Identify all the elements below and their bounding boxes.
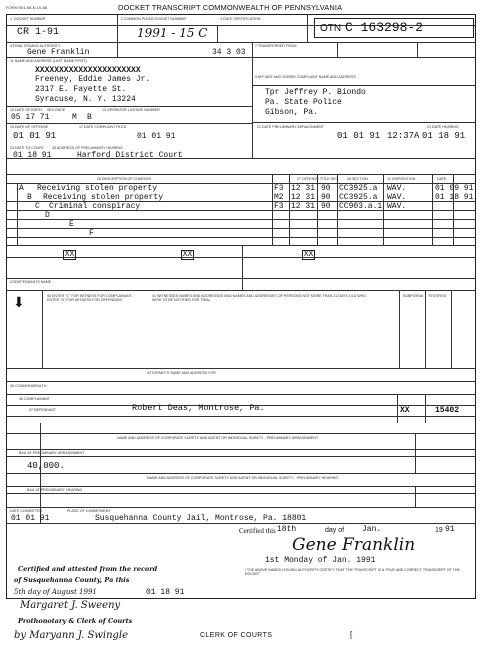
district-code: 34 3 03 xyxy=(212,48,246,57)
charge-grade: F3 xyxy=(274,184,284,193)
certified-label: Certified this xyxy=(239,527,276,535)
stamp-signature-2: by Maryann J. Swingle xyxy=(14,630,129,641)
page-title: DOCKET TRANSCRIPT COMMONWEALTH OF PENNSYLVANIA xyxy=(118,3,343,12)
cert-month: Jan. xyxy=(362,525,382,534)
year-prefix: 19 xyxy=(435,527,443,534)
table-row xyxy=(7,202,475,211)
charge-date: 01 18 91 xyxy=(435,193,474,202)
table-row xyxy=(7,211,475,220)
surety-hearing-label: NAME AND ADDRESS OF CORPORATE SURETY AND AGENT OR INDIVIDUAL SURETY - PRELIMINARY HEARING xyxy=(147,476,339,480)
defendant-race: B xyxy=(87,113,92,122)
stamp-line2: of Susquehanna County, Pa this xyxy=(14,576,130,584)
page-bracket: [ xyxy=(350,630,353,639)
charge-letter: D xyxy=(45,211,50,220)
charge-letter: B xyxy=(27,193,32,202)
cert-year: 91 xyxy=(445,525,455,534)
commitment-date: 01 01 91 xyxy=(11,514,50,523)
affiant-agency: Pa. State Police xyxy=(265,98,342,107)
charge-letter: E xyxy=(69,220,74,229)
charge-date: 01 09 91 xyxy=(435,184,474,193)
charge-desc: Receiving stolen property xyxy=(43,193,164,202)
defendant-city: Syracuse, N. Y. 13224 xyxy=(35,95,136,104)
attorney-code: 15402 xyxy=(435,406,460,415)
transcript-note: I THE ABOVE NAMED ISSUING AUTHORITY CERTIFY THAT THE TRANSCRIPT IS A TRUE AND CORRECT TRANSCRIPT OF THE DOCKET xyxy=(245,568,460,576)
table-row xyxy=(7,184,475,193)
date-committed-label: DATE COMMITTED xyxy=(10,509,43,513)
defendant-sex: M xyxy=(72,113,77,122)
charge-disposition: WAV. xyxy=(387,202,407,211)
clerk-of-courts-label: CLERK OF COURTS xyxy=(200,632,273,639)
stamp-date: 01 18 91 xyxy=(146,588,185,597)
charge-statute: CC3925.a xyxy=(339,184,378,193)
charge-sec: 12 31 xyxy=(291,193,316,202)
complaint-date: 01 01 91 xyxy=(137,132,176,141)
charge-sec: 12 31 xyxy=(291,202,316,211)
attorney-mark: XX xyxy=(400,406,410,415)
stamp-line3: 5th day of August 1991 xyxy=(14,588,97,596)
stamp-signature-1: Margaret J. Sweeny xyxy=(20,600,121,611)
defendant-dob: 05 17 71 xyxy=(11,113,50,122)
charge-disposition: WAV. xyxy=(387,184,407,193)
otn-value: C 163298-2 xyxy=(345,20,424,35)
charge-year: 90 xyxy=(321,193,331,202)
offense-date: 01 01 91 xyxy=(13,131,57,141)
defendant-struck: XXXXXXXXXXXXXXXXXXXXXX xyxy=(35,66,141,75)
stamp-line1: Certified and attested from the record xyxy=(18,565,158,573)
bail-hearing-label: BAIL AT PRELIMINARY HEARING xyxy=(27,488,83,492)
day-of-label: day of xyxy=(325,527,345,534)
clerk-signature: Gene Franklin xyxy=(292,535,416,555)
attorney-name-label: ATTORNEY'S NAME AND ADDRESS FOR xyxy=(147,371,216,375)
checkbox-mark-c[interactable]: XX xyxy=(303,250,314,259)
charge-year: 90 xyxy=(321,184,331,193)
charge-desc: Receiving stolen property xyxy=(37,184,158,193)
place-commitment-label: PLACE OF COMMITMENT xyxy=(67,509,111,513)
codefendants-label: CODEFENDANTS NAME xyxy=(10,280,52,284)
docket-number: 1991 - 15 C xyxy=(137,26,208,40)
prosecutor-name: Gene Franklin xyxy=(27,48,90,57)
witness-names-label: 41 WITNESSES NAMES AND ADDRESSES AND NAMES AND ADDRESSES OF PERSONS NOT MORE THAN 21 DAYS OLD WHO WISH TO BE NOTIFIED FOR TRIAL xyxy=(152,294,367,302)
otn-label: OTN xyxy=(320,23,342,34)
charge-letter: C xyxy=(35,202,40,211)
cr-number: CR 1-91 xyxy=(17,27,60,38)
form-number: FORM 501-68-N 10-88 xyxy=(6,5,47,10)
bail-prelim-label: BAIL AT PRELIMINARY ARRAIGNMENT xyxy=(19,451,85,455)
affiant-name: Tpr Jeffrey P. Biondo xyxy=(265,88,366,97)
commonwealth-label: 45 COMMONWEALTH xyxy=(10,384,47,388)
charge-grade: M2 xyxy=(274,193,284,202)
table-row xyxy=(7,193,475,202)
stamp-line4: Prothonotary & Clerk of Courts xyxy=(18,617,133,625)
complainant-label: 46 COMPLAINANT xyxy=(19,397,50,401)
table-row xyxy=(7,229,475,238)
commitment-place: Susquehanna County Jail, Montrose, Pa. 18801 xyxy=(95,514,307,523)
arraignment-time: 12:37A xyxy=(387,131,420,141)
enter-witness-label: 40 ENTER "C" FOR WITNESS FOR COMPLAINANT. ENTER "D" FOR WITNESS FOR DEFENDANT xyxy=(47,294,133,302)
bail-amount: 40,000. xyxy=(27,461,65,471)
table-row xyxy=(7,220,475,229)
checkbox-mark-b[interactable]: XX xyxy=(182,250,193,259)
charge-desc: Criminal conspiracy xyxy=(49,202,141,211)
defendant-attorney: Robert Deas, Montrose, Pa. xyxy=(132,403,265,413)
defendant-name: Freeney, Eddie James Jr. xyxy=(35,75,151,84)
charge-statute: CC3925.a xyxy=(339,193,378,202)
subpoena-label: SUBPOENA xyxy=(403,294,423,298)
testified-label: TESTIFIED xyxy=(428,294,447,298)
defendant-street: 2317 E. Fayette St. xyxy=(35,85,127,94)
charge-year: 90 xyxy=(321,202,331,211)
charge-sec: 12 31 xyxy=(291,184,316,193)
surety-prelim-label: NAME AND ADDRESS OF CORPORATE SURETY AND AGENT OR INDIVIDUAL SURETY - PRELIMINARY ARRAIGNMENT xyxy=(117,436,319,440)
checkbox-mark-a[interactable]: XX xyxy=(64,250,75,259)
arrow-down-icon: ⬇ xyxy=(13,294,25,310)
affiant-location: Gibson, Pa. xyxy=(265,108,318,117)
cert-day: 18th xyxy=(277,525,297,534)
defendant-label: 47 DEFENDANT xyxy=(29,408,56,412)
charge-disposition: WAV. xyxy=(387,193,407,202)
charge-letter: F xyxy=(89,229,94,238)
hearing-date: 01 18 91 xyxy=(422,131,466,141)
charge-statute: CC903.a.1 xyxy=(339,202,383,211)
arraignment-date: 01 01 91 xyxy=(337,131,381,141)
charge-letter: A xyxy=(19,184,24,193)
session-text: 1st Monday of Jan. 1991 xyxy=(265,556,376,565)
docket-form: 1. DOCKET NUMBER 2 COMMON PLEAS DOCKET NUMBER 3 DATE CERTIFICATION CR 1-91 1991 - 15 C OTN C 163298-2 4 FINAL ISSUING AUTHORITY 7 TRANSFERRED FROM Gene Franklin 34 3 03 11 NAME AND ADDRESS (LAST NAME FIRST) XXXXXXXXXXXXXXXXXXXXXX Freeney, Eddie James Jr. 2317 E. Fayette St. Syracuse, N. Y. 13224 12 DATE OF BIRTH SEX RACE 13 OPERATOR LICENSE NUMBER 05 17 71 M B 9 AFFIANT AND SIGNED COMPLAINT NAME AND ADDRESS Tpr Jeffrey P. Biondo Pa. State Police Gibson, Pa. 15 DATE OF OFFENSE 17 DATE COMPLAINT FILED 21 DATE PRELIMINARY ARRAIGNMENT 23 DATE HEARING 01 01 91 01 01 91 01 01 91 12:37A 01 18 91 24 DATE TO COURT 25 ADDRESS OF PRELIMINARY HEARING 01 18 91 Harford District Court 26 DESCRIPTION OF CHARGES 27 OFFENSE TITLE SEC 28 SECTION 31 DISPOSITION DATE A Receiving stolen property F3 12 31 90 CC3925.a WAV. 01 09 91 B Receiving stolen property M2 12 31 90 CC3925.a WAV. 01 18 91 C Criminal conspiracy F3 12 31 90 CC903.a.1 WAV. D E F XX XX XX CODEFENDANTS NAME ⬇ 40 ENTER "C" FOR WITNESS FOR COMPLAINANT. ENTER "D" FOR WITNESS FOR DEFENDANT 41 WITNESSES NAMES AND ADDRESSES AND NAMES AND ADDRESSES OF PERSONS NOT MORE THAN 21 DAYS OLD WHO WISH TO BE NOTIFIED FOR TRIAL SUBPOENA TESTIFIED ATTORNEY'S NAME AND ADDRESS FOR 45 COMMONWEALTH 46 COMPLAINANT 47 DEFENDANT Robert Deas, Montrose, Pa. XX 15402 NAME AND ADDRESS OF CORPORATE SURETY AND AGENT OR INDIVIDUAL SURETY - PRELIMINARY ARRAIGNMENT BAIL AT PRELIMINARY ARRAIGNMENT 40,000. NAME AND ADDRESS OF CORPORATE SURETY AND AGENT OR INDIVIDUAL SURETY - PRELIMINARY HEARING BAIL AT PRELIMINARY HEARING DATE COMMITTED PLACE OF COMMITMENT 01 01 91 Susquehanna County Jail, Montrose, Pa. 18801 Certified this 18th day of Jan. 19 91 Gene Franklin 1st Monday of Jan. 1991 I THE ABOVE NAMED ISSUING AUTHORITY CERTIFY THAT THE TRANSCRIPT IS A TRUE AND CORRECT TRANSCRIPT OF THE DOCKET xyxy=(6,14,476,599)
filed-date: 01 18 91 xyxy=(13,151,52,160)
charge-grade: F3 xyxy=(274,202,284,211)
court-name: Harford District Court xyxy=(77,151,183,160)
